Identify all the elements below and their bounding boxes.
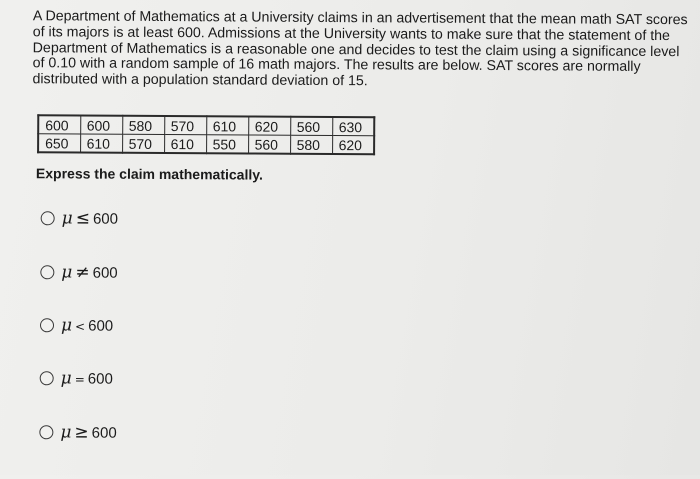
radio-button[interactable] xyxy=(40,371,54,385)
radio-button[interactable] xyxy=(39,425,53,439)
table-cell: 610 xyxy=(80,134,122,153)
prompt-text: Express the claim mathematically. xyxy=(35,165,263,183)
question-text: A Department of Mathematics at a University claims in an advertisement that the mean math SAT scores of its majors is at least 600. Admissions at the University wants to make sure that the statement of the Department of Mathematics is a reasonable one and decides to test the claim using a significance level of 0.10 with a random sample of 16 math majors. The results are below. SAT scores are normally distributed with a population standard deviation of 15. xyxy=(32,8,688,90)
table-cell: 630 xyxy=(332,117,374,136)
option-ge-600[interactable] xyxy=(39,422,116,442)
option-label: μ < 600 xyxy=(60,315,114,336)
option-label: μ ≤ 600 xyxy=(61,208,119,229)
table-cell: 610 xyxy=(206,116,248,135)
option-label: μ = 600 xyxy=(60,368,113,389)
table-cell: 560 xyxy=(290,117,332,136)
option-lt-600[interactable] xyxy=(40,315,113,335)
option-ne-600[interactable] xyxy=(40,262,117,282)
table-cell: 620 xyxy=(248,117,290,136)
radio-button[interactable] xyxy=(40,318,54,332)
table-cell: 560 xyxy=(248,135,290,154)
table-row xyxy=(38,134,374,155)
table-cell: 570 xyxy=(164,116,206,135)
table-cell: 580 xyxy=(122,116,164,135)
table-cell: 600 xyxy=(38,115,80,134)
option-eq-600[interactable] xyxy=(40,368,113,388)
table-cell: 620 xyxy=(332,136,374,155)
radio-button[interactable] xyxy=(40,265,54,279)
option-le-600[interactable] xyxy=(41,208,118,228)
table-cell: 580 xyxy=(290,135,332,154)
table-row xyxy=(38,115,374,136)
option-label: μ ≠ 600 xyxy=(61,262,118,283)
table-cell: 570 xyxy=(122,134,164,153)
option-label: μ ≥ 600 xyxy=(60,422,117,443)
radio-button[interactable] xyxy=(41,211,55,225)
table-cell: 550 xyxy=(206,135,248,154)
table-cell: 610 xyxy=(164,135,206,154)
table-cell: 650 xyxy=(38,134,80,153)
sat-scores-table xyxy=(37,114,375,155)
table-cell: 600 xyxy=(80,115,122,134)
